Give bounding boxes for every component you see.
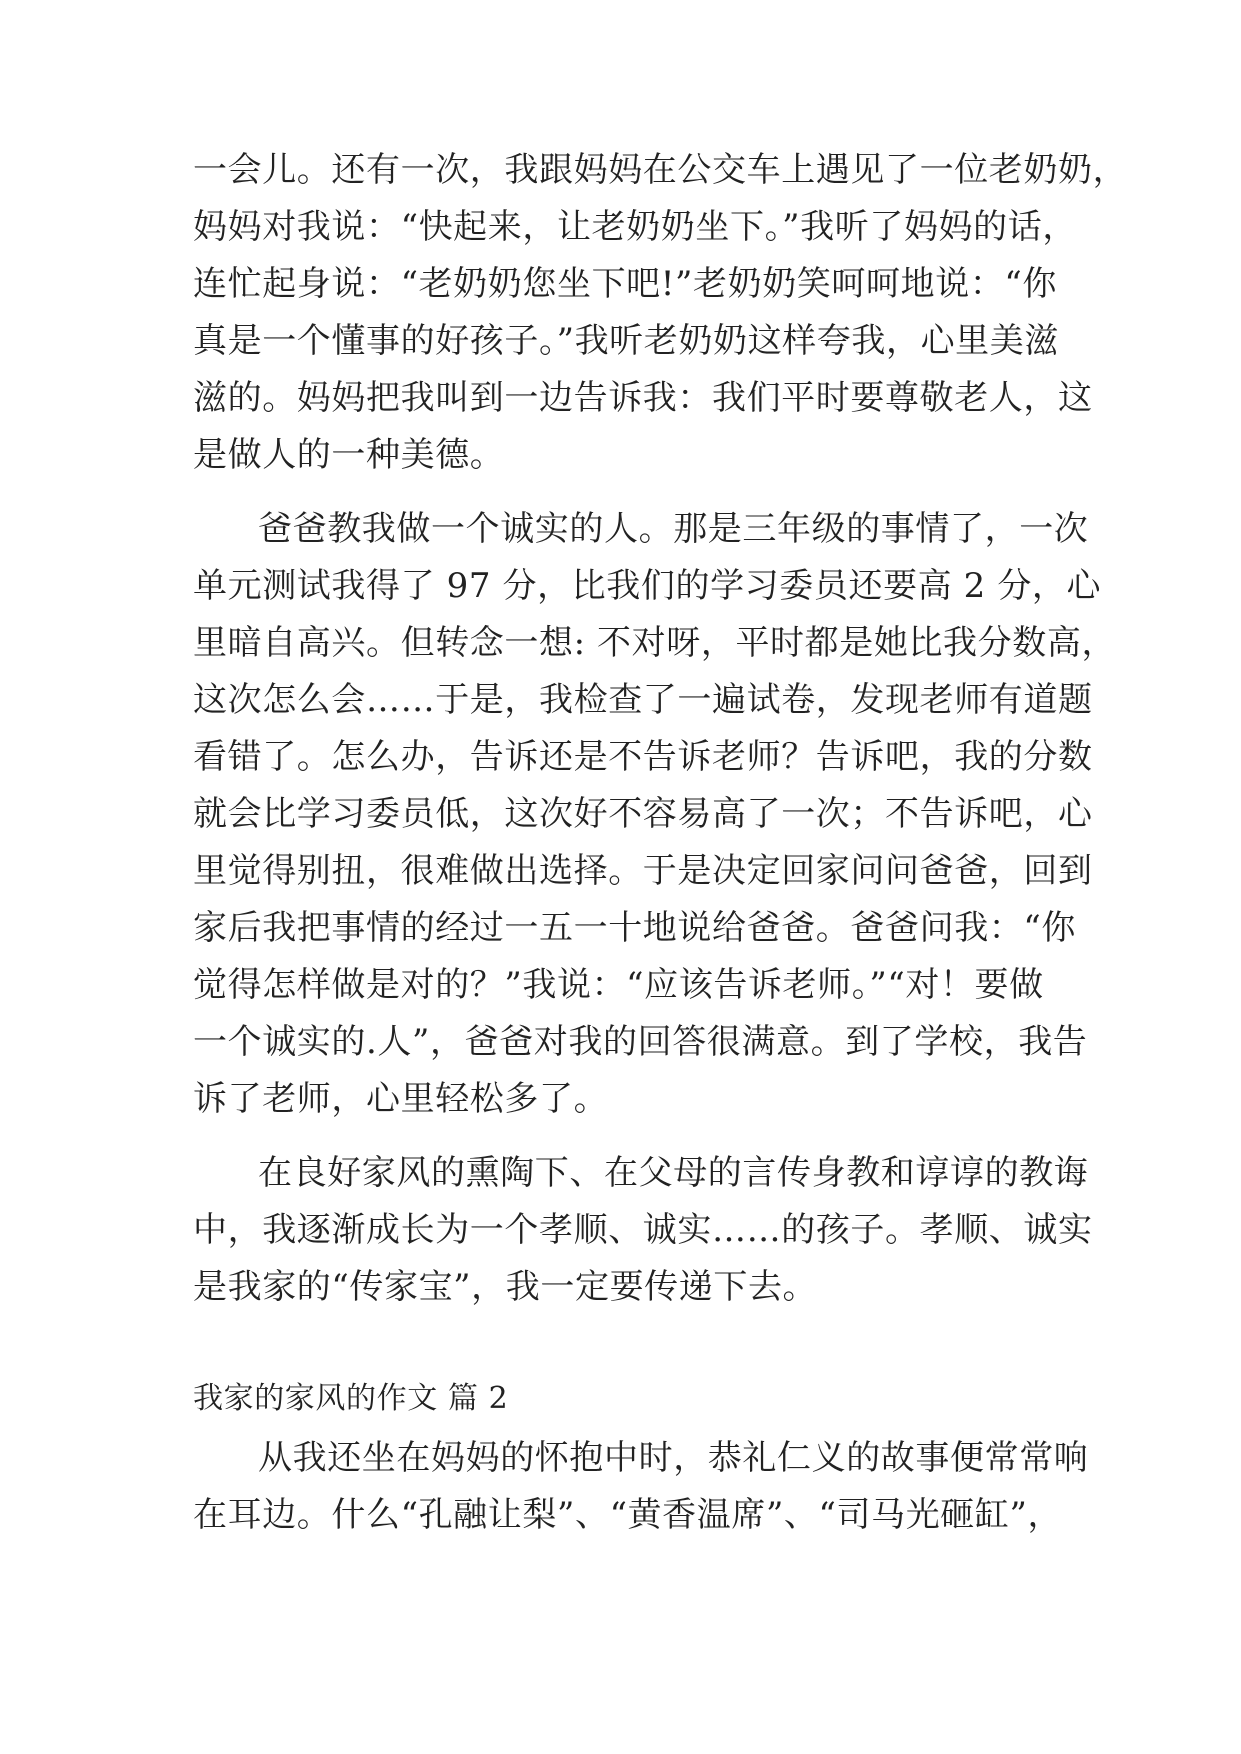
paragraph-line: 是我家的“传家宝”，我一定要传递下去。 (193, 1267, 818, 1307)
paragraph-line: 中，我逐渐成长为一个孝顺、诚实……的孩子。孝顺、诚实 (193, 1210, 1093, 1250)
paragraph-line: 从我还坐在妈妈的怀抱中时，恭礼仁义的故事便常常响 (258, 1438, 1089, 1478)
paragraph-line: 真是一个懂事的好孩子。”我听老奶奶这样夸我，心里美滋 (193, 321, 1059, 361)
paragraph-line: 觉得怎样做是对的？”我说：“应该告诉老师。”“对！要做 (193, 965, 1044, 1005)
paragraph-line: 连忙起身说：“老奶奶您坐下吧!”老奶奶笑呵呵地说：“你 (193, 264, 1058, 304)
paragraph-line: 就会比学习委员低，这次好不容易高了一次；不告诉吧，心 (193, 794, 1093, 834)
paragraph-line: 里觉得别扭，很难做出选择。于是决定回家问问爸爸，回到 (193, 851, 1093, 891)
paragraph-line: 看错了。怎么办，告诉还是不告诉老师？告诉吧，我的分数 (193, 737, 1093, 777)
paragraph-line: 单元测试我得了 97 分，比我们的学习委员还要高 2 分，心 (193, 566, 1102, 606)
paragraph-line: 里暗自高兴。但转念一想: 不对呀，平时都是她比我分数高， (193, 623, 1117, 663)
section-heading: 我家的家风的作文 篇 2 (193, 1381, 509, 1416)
paragraph-line: 爸爸教我做一个诚实的人。那是三年级的事情了，一次 (258, 509, 1089, 549)
paragraph-line: 一会儿。还有一次，我跟妈妈在公交车上遇见了一位老奶奶， (193, 150, 1128, 190)
paragraph-line: 诉了老师，心里轻松多了。 (193, 1079, 609, 1119)
paragraph-line: 一个诚实的.人”，爸爸对我的回答很满意。到了学校，我告 (193, 1022, 1088, 1062)
paragraph-line: 在良好家风的熏陶下、在父母的言传身教和谆谆的教诲 (258, 1153, 1089, 1193)
paragraph-line: 家后我把事情的经过一五一十地说给爸爸。爸爸问我：“你 (193, 908, 1076, 948)
paragraph-line: 在耳边。什么“孔融让梨”、“黄香温席”、“司马光砸缸”， (193, 1495, 1063, 1535)
paragraph-line: 是做人的一种美德。 (193, 435, 505, 475)
paragraph-line: 这次怎么会……于是，我检查了一遍试卷，发现老师有道题 (193, 680, 1093, 720)
paragraph-line: 妈妈对我说：“快起来，让老奶奶坐下。”我听了妈妈的话， (193, 207, 1077, 247)
paragraph-line: 滋的。妈妈把我叫到一边告诉我：我们平时要尊敬老人，这 (193, 378, 1093, 418)
